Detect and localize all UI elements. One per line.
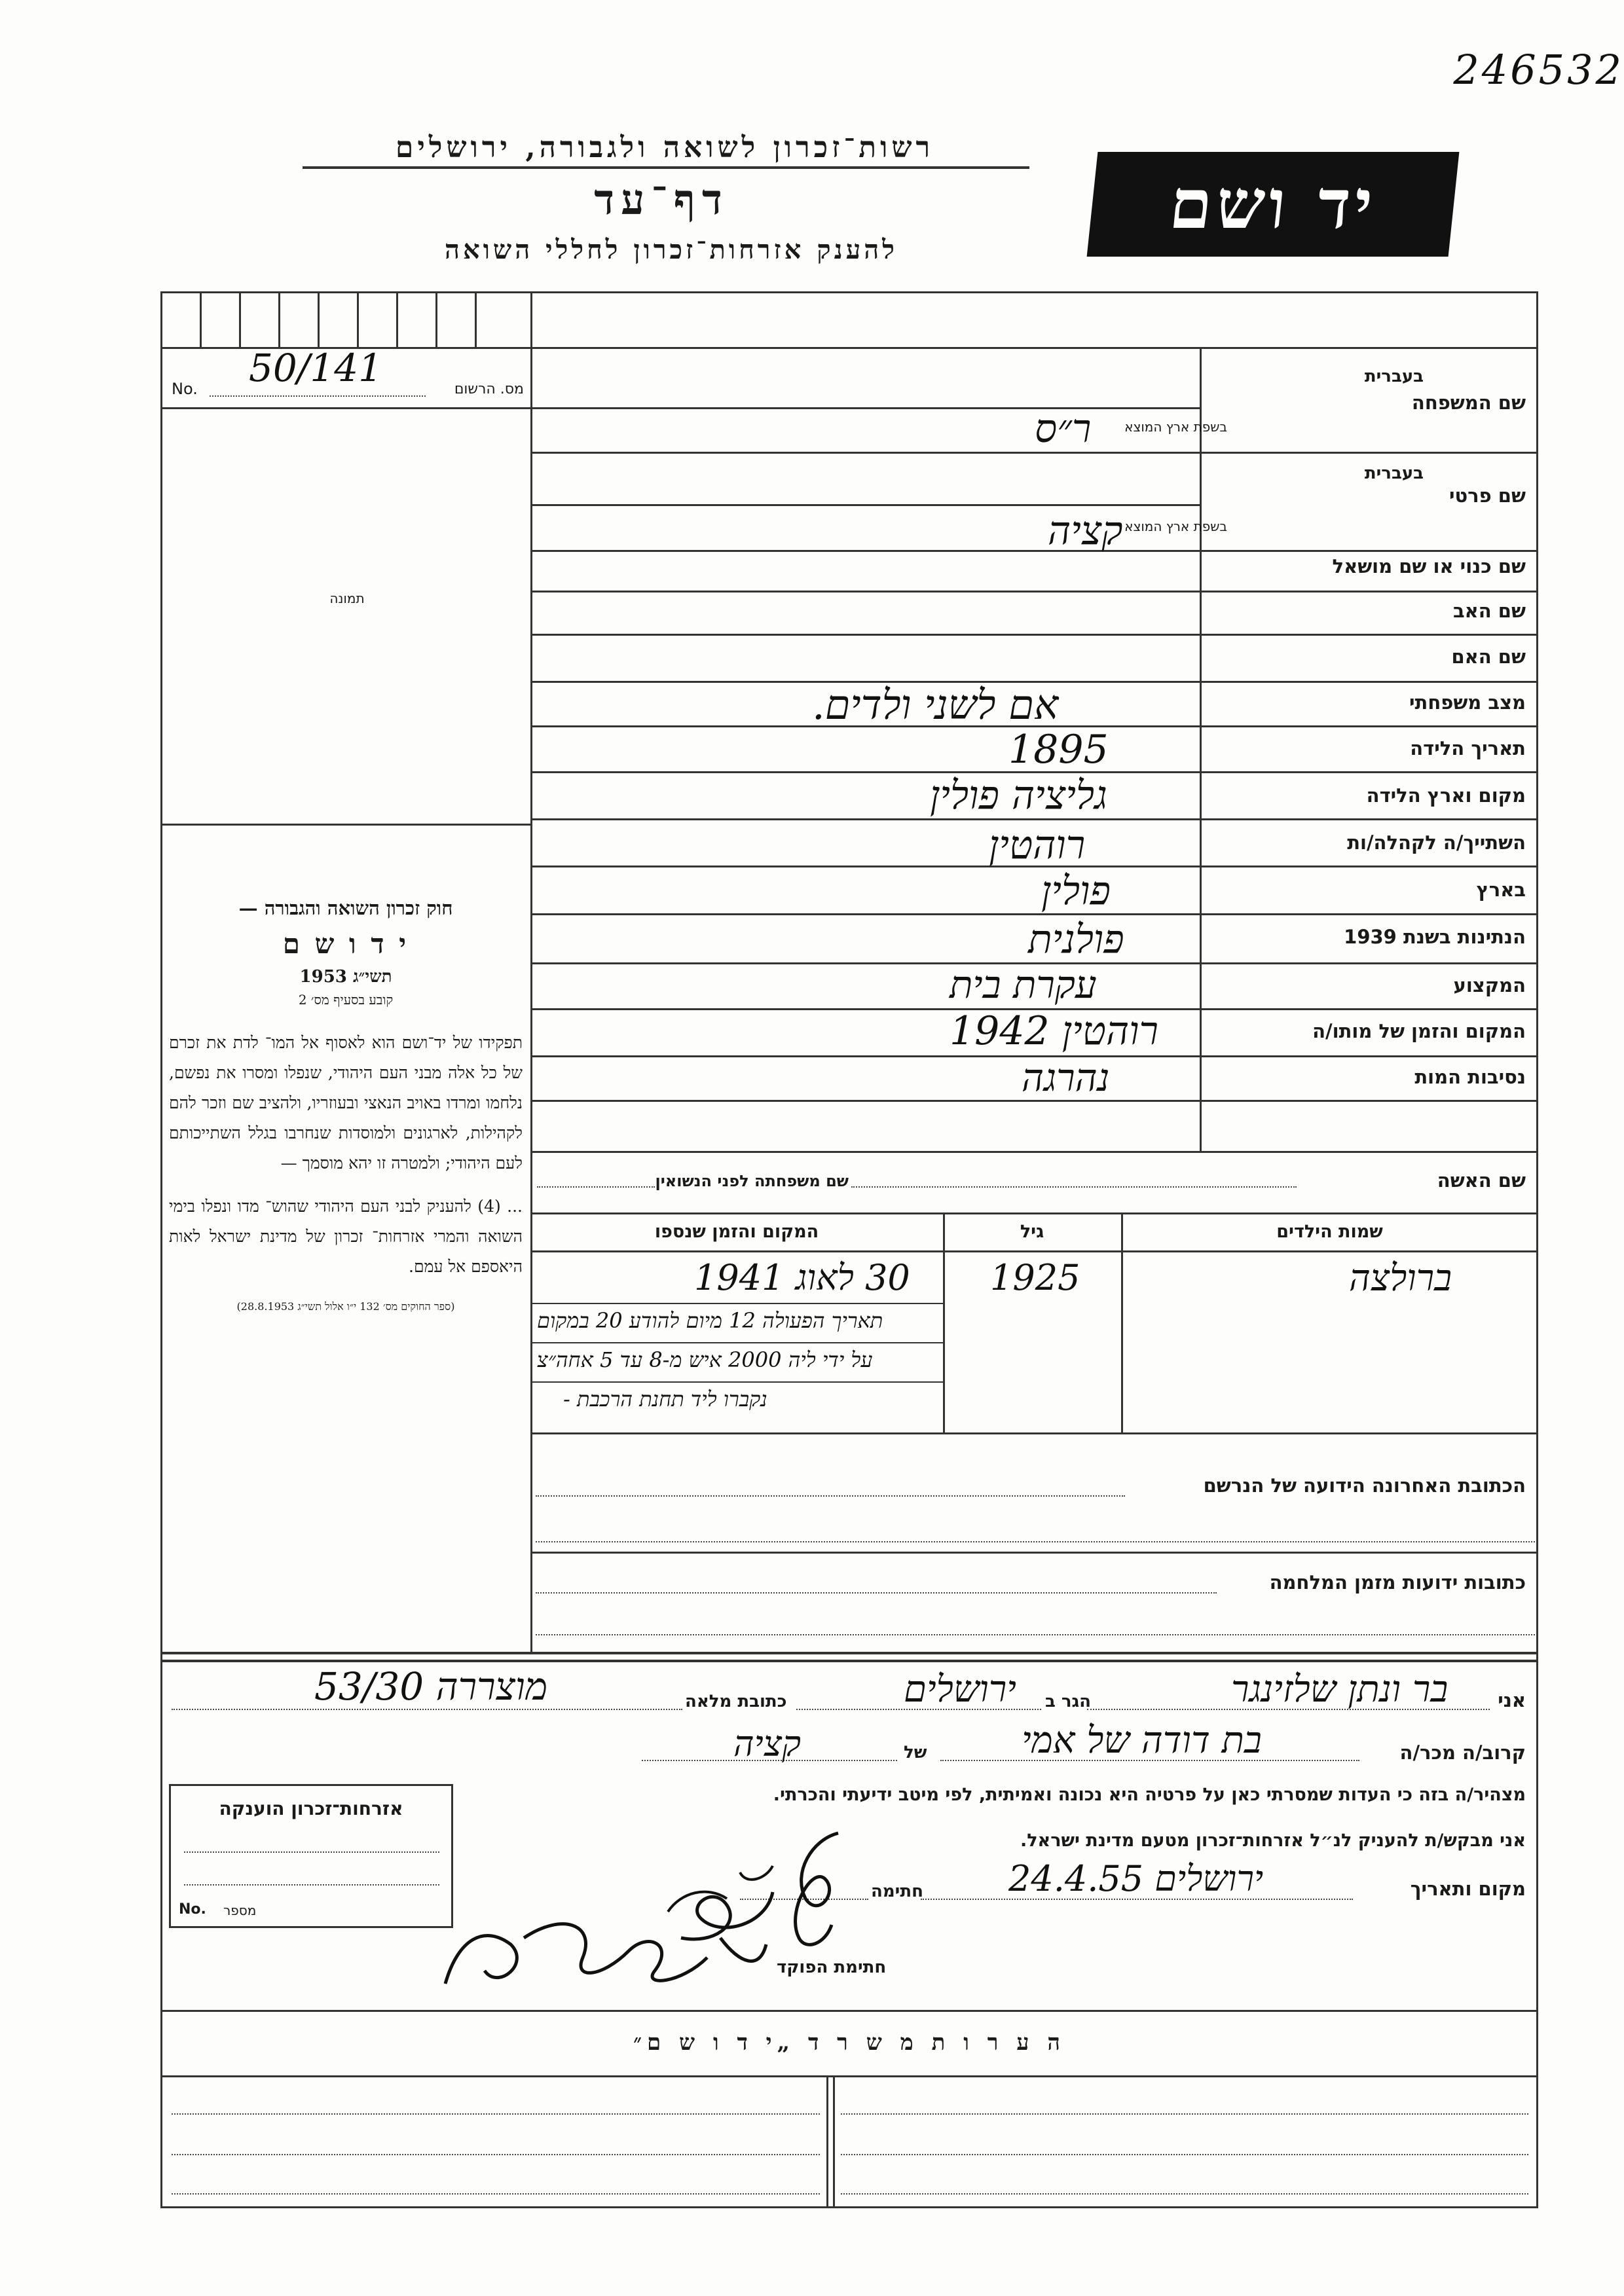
- children-age-header: גיל: [1020, 1222, 1044, 1242]
- law-clause: קובע בסעיף מס׳ 2: [298, 992, 394, 1008]
- last-address-label: הכתובת האחרונה הידועה של הנרשם: [1203, 1474, 1526, 1497]
- children-place-header: המקום והזמן שנספו: [654, 1222, 819, 1242]
- law-name: י ד ו ש ם: [282, 928, 409, 960]
- family-name-sub1: בעברית: [1364, 367, 1424, 386]
- declarant-address: מוצררה 53/30: [314, 1664, 548, 1709]
- birth-place-label: מקום וארץ הלידה: [1366, 784, 1526, 807]
- authority-heading: רשות־זכרון לשואה ולגבורה, ירושלים: [395, 131, 934, 164]
- marital-label: מצב משפחתי: [1409, 691, 1526, 714]
- child-age: 1925: [990, 1257, 1080, 1298]
- birth-place-value: גליציה פולין: [930, 773, 1107, 818]
- declarant-i-label: אני: [1498, 1689, 1526, 1711]
- child-place: 30 לאוג 1941: [694, 1257, 910, 1298]
- first-name-label: שם פרטי: [1449, 484, 1526, 507]
- country-value: פולין: [1041, 868, 1111, 914]
- request-text: אני מבקש/ת להעניק לנ״ל אזרחות־זכרון מטעם מדינת ישראל.: [1020, 1831, 1526, 1851]
- label-column-divider: [1200, 347, 1202, 1152]
- country-label: בארץ: [1476, 879, 1526, 901]
- logo-text: יד ושם: [1166, 164, 1380, 244]
- death-cause-value: נהרגה: [1022, 1055, 1110, 1100]
- mother-label: שם האם: [1451, 646, 1526, 668]
- first-name-sub1: בעברית: [1364, 464, 1424, 483]
- law-body-1: תפקידו של יד־ושם הוא לאסוף אל המו־ לדת את זכרם של כל אלה מבני העם היהודי, שנפלו ומסרו את נפשם, נלחמו ומרדו באויב הנאצי ובעוזריו, ולהציב שם וזכר להם לקהילות, לארגונים ולמוסדות שנחרבו בגלל השתייכותם לעם היהודי; ולמטרה זו יהא מוסמך —: [169, 1033, 523, 1173]
- marital-value: אם לשני ולדים.: [812, 681, 1059, 729]
- law-title: חוק זכרון השואה והגבורה —: [238, 897, 453, 919]
- death-place-value: רוהטין 1942: [950, 1008, 1159, 1054]
- place-date-value: ירושלים 24.4.55: [1008, 1858, 1264, 1899]
- citizenship-box: [169, 1784, 453, 1928]
- resident-label: הגר ב: [1045, 1692, 1092, 1711]
- children-names-header: שמות הילדים: [1276, 1222, 1383, 1242]
- declarant-name: בר ונתן שלזינגר: [1231, 1668, 1449, 1711]
- photo-label: תמונה: [329, 591, 365, 606]
- child-place: תאריך הפעולה 12 מיום להודע 20 במקום: [537, 1308, 883, 1333]
- birth-date-value: 1895: [1008, 727, 1109, 773]
- place-date-label: מקום ותאריך: [1410, 1878, 1526, 1900]
- profession-label: המקצוע: [1453, 974, 1526, 996]
- birth-date-label: תאריך הלידה: [1410, 737, 1526, 759]
- officer-label: חתימת הפוקד: [777, 1958, 887, 1977]
- page-title: דף־עד: [594, 175, 729, 225]
- law-body-2: ... (4) להעניק לבני העם היהודי שהוש־ מדו ונפלו בימי השואה והמרי אזרחות־ זכרון של מדינת ישראל לאות היאספם אל עמם.: [169, 1197, 523, 1276]
- relative-label: קרוב/ה מכר/ה: [1399, 1741, 1526, 1764]
- yad-vashem-logo: [1087, 152, 1460, 257]
- address-label: כתובת מלאה: [685, 1692, 787, 1711]
- reg-no-value: 50/141: [249, 346, 383, 390]
- citizenship-label: הנתינות בשנת 1939: [1344, 926, 1526, 948]
- family-name-label: שם המשפחה: [1411, 392, 1526, 414]
- community-value: רוהטין: [989, 822, 1086, 868]
- wife-label: שם האשה: [1437, 1169, 1526, 1192]
- citizenship-number-label: מספר: [223, 1903, 257, 1918]
- reg-no-label: No.: [172, 380, 198, 398]
- citizenship-no-label: No.: [179, 1901, 206, 1918]
- law-block: [169, 897, 523, 1313]
- law-year: תשי״ג 1953: [299, 967, 392, 987]
- death-place-label: המקום והזמן של מותו/ה: [1312, 1020, 1526, 1042]
- authority-underline: [303, 166, 1029, 169]
- of-label: של: [904, 1743, 927, 1762]
- declarant-city: ירושלים: [904, 1668, 1016, 1711]
- community-label: השתייך/ה לקהלה/ות: [1347, 831, 1526, 854]
- law-source: (ספר החוקים מס׳ 132 י״ו אלול תשי״ג 28.8.1953): [236, 1300, 455, 1313]
- first-name-sub2: בשפת ארץ המוצא: [1124, 519, 1227, 534]
- left-column-divider: [530, 291, 532, 1652]
- child-place: על ידי ליה 2000 איש מ-8 עד 5 אחה״צ: [537, 1347, 873, 1372]
- citizenship-value: פולנית: [1028, 917, 1124, 962]
- page-subtitle: להענק אזרחות־זכרון לחללי השואה: [445, 234, 898, 265]
- citizenship-box-title: אזרחות־זכרון הוענקה: [219, 1798, 403, 1819]
- family-name-sub2: בשפת ארץ המוצא: [1124, 419, 1227, 435]
- child-place: נקברו ליד תחנת הרכבת -: [563, 1387, 767, 1412]
- of-name: קציה: [733, 1723, 801, 1764]
- death-cause-label: נסיבות המות: [1414, 1066, 1526, 1088]
- child-name: ברולצה: [1349, 1257, 1452, 1300]
- family-name-value: ר״ס: [1035, 406, 1092, 452]
- corner-number: 246532: [1453, 46, 1624, 94]
- relation-value: בת דודה של אמי: [1022, 1719, 1262, 1762]
- father-label: שם האב: [1452, 600, 1526, 622]
- reg-no-label-heb: מס. הרשום: [454, 381, 524, 397]
- officer-signature: [432, 1899, 773, 1997]
- signature-label: חתימה: [871, 1882, 923, 1901]
- first-name-value: קציה: [1048, 508, 1123, 554]
- war-addresses-label: כתובות ידועות מזמן המלחמה: [1269, 1571, 1526, 1594]
- nickname-label: שם כנוי או שם מושאל: [1332, 555, 1526, 577]
- wife-maiden-label: שם משפחתה לפני הנשואין: [655, 1172, 849, 1190]
- office-notes-title: ה ע ר ו ת מ ש ר ד „י ד ו ש ם״: [633, 2030, 1065, 2056]
- declare-text: מצהיר/ה בזה כי העדות שמסרתי כאן על פרטיה היא נכונה ואמיתית, לפי מיטב ידיעתי והכרתי.: [773, 1785, 1526, 1805]
- profession-value: עקרת בית: [950, 962, 1097, 1007]
